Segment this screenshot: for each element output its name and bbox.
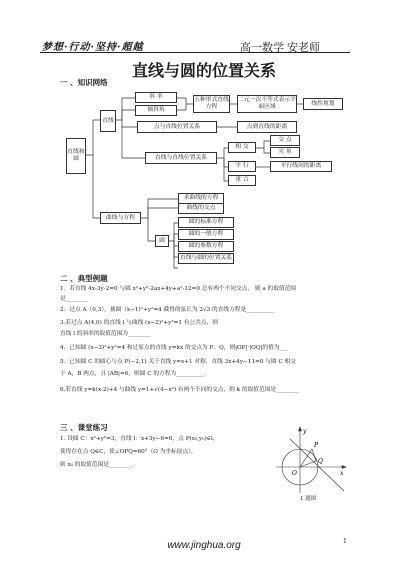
section-heading-exercise: 三 、课堂练习: [60, 423, 108, 432]
figure-q-label: Q: [318, 458, 323, 465]
mindmap-root: 直线和圆: [66, 138, 86, 174]
section-heading-examples: 二 、典型例题: [60, 274, 108, 283]
example-1-line-1: 1．若直线 4x-3y-2=0 与圆 x²+y²-2ax+4y+a²-12=0 总有两个不同交点， 则 a 的取值范围: [60, 286, 296, 292]
mindmap-lp: 线性规划: [303, 98, 343, 110]
figure-origin-label: O: [292, 470, 297, 477]
mindmap-ptdist: 点到直线的距离: [237, 121, 297, 133]
mindmap-std: 圆的标准方程: [178, 217, 234, 228]
mindmap-angle: 夹 角: [270, 147, 300, 158]
example-4: 4．已知圆 (x−3)²+y²=4 和过原点的直线 y=kx 的交点为 P、Q，则|OP|·|OQ|的值为___: [60, 345, 288, 351]
example-5-line-1: 5．已知圆 C 的圆心与点 P(−2,1) 关于直线 y=x+1 对称．直线 3x+4y−11=0 与圆 C 相交: [60, 359, 296, 365]
example-3-line-2: 直线 l 的斜率的取值范围为________: [60, 331, 151, 337]
page-number: 1: [343, 538, 347, 545]
figure-p-label: P: [314, 442, 319, 449]
exercise-1-line-3: 则 x₀ 的取值范围是________．: [60, 462, 138, 468]
example-6: 6.若直线 y=k(x-2)+4 与曲线 y=1+√(4−x²) 有两个不同的交点，则 k 的取值范围是________: [60, 387, 299, 393]
example-5-line-2: 于 A，B 两点，且 |AB|=6，则圆 C 的方程为__________．: [60, 371, 211, 377]
mindmap-parallel: 平 行: [228, 161, 256, 172]
page-title: 直线与圆的位置关系: [131, 61, 276, 80]
example-2: 2．过点 A（0,3），被圆（x−1)²+y²=4 截得的弦长为 2√3 的直线方程是__________: [60, 307, 275, 313]
mindmap-circle: 圆: [155, 235, 169, 247]
exercise-1-line-1: 1. 设圆 C：x²+y²=3，直线 l：x+3y−6=0，点 P(x₀,y₀)∈l，: [60, 436, 219, 442]
mindmap-gen: 圆的一般方程: [178, 229, 234, 240]
mindmap-circleline: 直线与圆的位置关系: [178, 253, 234, 264]
section-heading-network: 一 、知识网络: [60, 78, 108, 87]
mindmap-linepos: 直线与直线位置关系: [145, 152, 217, 164]
mindmap-param: 圆的参数方程: [178, 241, 234, 252]
mindmap-point: 交 点: [270, 135, 300, 146]
mindmap-pdist: 平行线间的距离: [270, 161, 332, 172]
mindmap-curveeq: 曲线与方程: [100, 212, 141, 224]
mindmap-ineq: 二元一次不等式表示平面区域: [237, 95, 297, 113]
header-motto: 梦想·行动·坚持·超越: [42, 42, 144, 53]
figure-y-label: y: [303, 428, 307, 435]
example-3-line-1: 3.若过点 A(4,0) 的直线 l 与曲线 (x−2)²+y²=1 有公共点，则: [60, 320, 218, 326]
example-1-line-2: 是________: [60, 296, 89, 302]
header-course: 高一数学 安老师: [240, 42, 321, 54]
mindmap-pointline: 点与直线位置关系: [137, 121, 217, 133]
exercise-figure: [270, 425, 350, 497]
mindmap-coincide: 重 合: [228, 175, 256, 186]
mindmap-forms: 五种形式直线方程: [193, 95, 230, 113]
figure-caption: 1 题图: [300, 496, 317, 502]
mindmap-slope: 斜 率: [135, 92, 177, 103]
exercise-1-line-2: 使得存在点 Q∈C，使∠OPQ=60°（O 为坐标原点），: [60, 449, 197, 455]
figure-x-label: x: [340, 470, 344, 477]
mindmap-incline: 倾斜角: [135, 105, 177, 116]
mindmap-findeq: 求曲线的方程: [178, 193, 224, 204]
mindmap-intersect: 相 交: [228, 142, 256, 153]
footer-site[interactable]: www.jinghua.org: [167, 540, 241, 551]
mindmap-curvept: 曲线的交点: [178, 203, 224, 214]
mindmap-line: 直线: [100, 110, 116, 132]
